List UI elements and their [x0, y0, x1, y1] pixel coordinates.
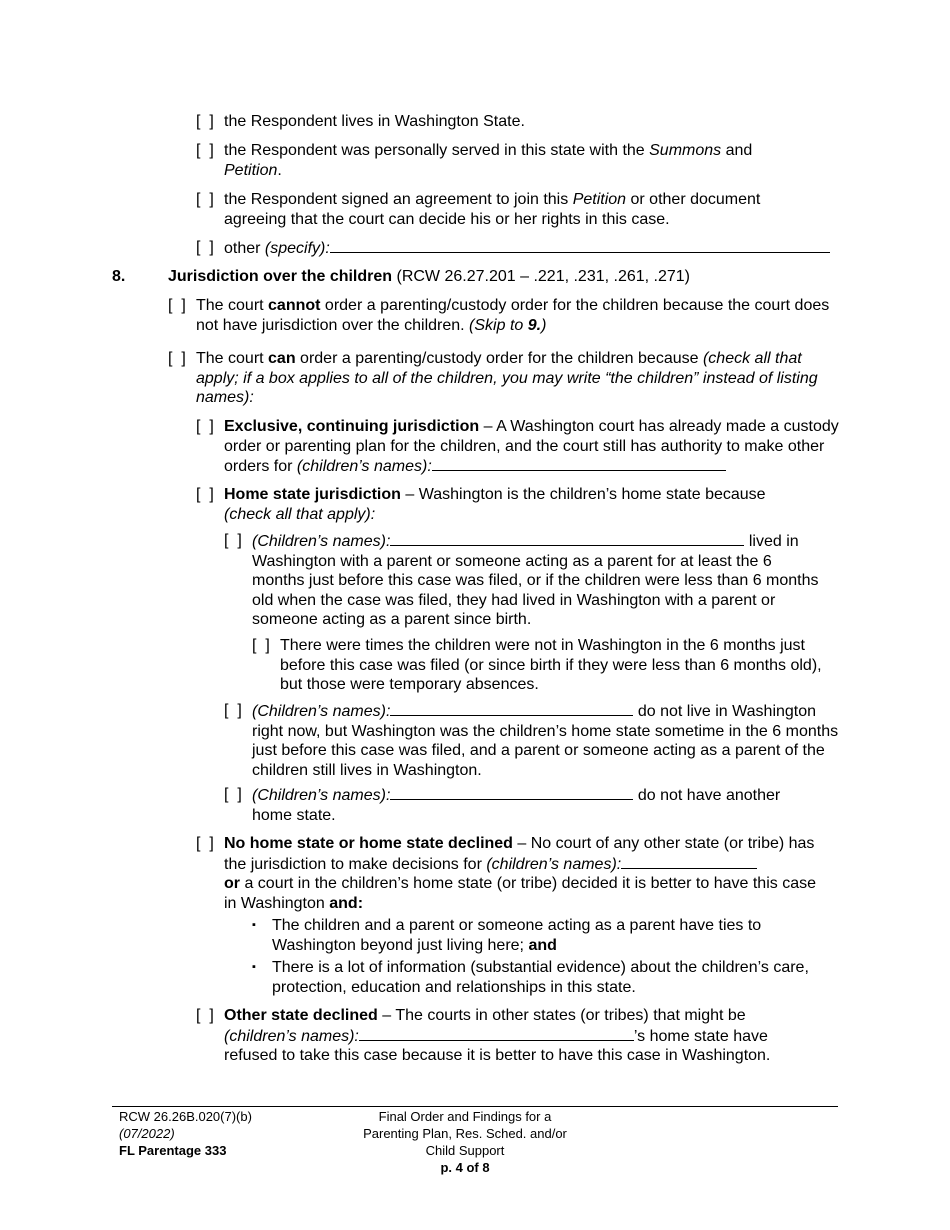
item-text: The children and a parent or someone acting as a parent have ties to Washington beyond just living here; and	[272, 917, 762, 954]
checkbox[interactable]: [ ]	[168, 297, 186, 314]
checkbox[interactable]: [ ]	[196, 835, 214, 852]
names-line[interactable]	[390, 701, 633, 716]
item-text: No home state or home state declined – No court of any other state (or tribe) has the jurisdiction to make decisions for (children’s names): or a court in the children’s home state (or tribe) decided it is better to have this case in Washington and:	[224, 835, 816, 912]
checkbox[interactable]: [ ]	[196, 486, 214, 503]
checkbox[interactable]: [ ]	[224, 786, 242, 803]
item-text: (Children’s names): lived in Washington with a parent or someone acting as a parent for at least the 6 months just before this case was filed, or if the children were less than 6 months old when the case was filed, they had lived in Washington with a parent or someone acting as a parent since birth.	[252, 533, 819, 629]
item-text: (Children’s names): do not live in Washington right now, but Washington was the children’s home state sometime in the 6 months just before this case was filed, and a parent or someone acting as a parent of the children still lives in Washington.	[252, 703, 839, 779]
checkbox[interactable]: [ ]	[196, 418, 214, 435]
checkbox-item-home-lived	[224, 531, 824, 630]
item-text: The court can order a parenting/custody order for the children because (check all that apply; if a box applies to all of the children, you may write “the children” instead of listing names):	[196, 350, 818, 407]
item-text: other (specify):	[224, 238, 841, 259]
checkbox[interactable]: [ ]	[196, 191, 214, 208]
checkbox-item-other-state-declined	[196, 1006, 836, 1066]
specify-line[interactable]	[330, 238, 830, 253]
checkbox[interactable]: [ ]	[224, 702, 242, 719]
item-text: There is a lot of information (substantial evidence) about the children’s care, protection, education and relationships in this state.	[272, 959, 809, 996]
checkbox-item-respondent-lives	[196, 112, 846, 132]
checkbox[interactable]: [ ]	[196, 239, 214, 256]
item-text: There were times the children were not in Washington in the 6 months just before this case was filed (or since birth if they were less than 6 months old), but those were temporary absences.	[280, 637, 822, 694]
checkbox-item-cannot	[168, 296, 838, 335]
checkbox-item-exclusive-jurisdiction	[196, 417, 841, 477]
names-line[interactable]	[432, 456, 726, 471]
item-text: the Respondent signed an agreement to join this Petition or other document agreeing that the court can decide his or her rights in this case.	[224, 191, 761, 228]
names-line[interactable]	[390, 785, 633, 800]
footer-title-3: Child Support	[425, 1143, 505, 1158]
names-line[interactable]	[621, 854, 757, 869]
bullet-icon: ▪	[252, 961, 256, 973]
footer-date: (07/2022)	[119, 1126, 175, 1141]
footer-title-2: Parenting Plan, Res. Sched. and/or	[363, 1126, 567, 1141]
checkbox[interactable]: [ ]	[168, 350, 186, 367]
item-text: (Children’s names): do not have another home state.	[252, 787, 781, 824]
footer-title-1: Final Order and Findings for a	[378, 1109, 552, 1124]
footer-left	[119, 1108, 252, 1159]
checkbox-item-not-live-now	[224, 701, 844, 780]
footer-rcw: RCW 26.26B.020(7)(b)	[119, 1109, 252, 1124]
footer-page: p. 4 of 8	[440, 1160, 490, 1175]
names-line[interactable]	[390, 531, 744, 546]
bullet-item-ties	[252, 916, 792, 955]
checkbox[interactable]: [ ]	[196, 1007, 214, 1024]
checkbox-item-home-state	[196, 485, 826, 524]
names-line[interactable]	[359, 1026, 634, 1041]
footer-rule	[112, 1106, 838, 1107]
footer-center	[330, 1108, 600, 1176]
item-text: Home state jurisdiction – Washington is the children’s home state because (check all that apply):	[224, 486, 766, 523]
section-number: 8.	[112, 268, 126, 285]
item-text: The court cannot order a parenting/custody order for the children because the court does not have jurisdiction over the children. (Skip to 9.)	[196, 297, 830, 334]
section-title: Jurisdiction over the children (RCW 26.27.201 – .221, .231, .261, .271)	[168, 268, 691, 285]
checkbox[interactable]: [ ]	[196, 142, 214, 159]
checkbox-item-other	[196, 238, 841, 259]
bullet-icon: ▪	[252, 919, 256, 931]
checkbox[interactable]: [ ]	[252, 637, 270, 654]
item-text: the Respondent lives in Washington State.	[224, 113, 525, 130]
item-text: Exclusive, continuing jurisdiction – A Washington court has already made a custody order or parenting plan for the children, and the court still has authority to make other orders for (children’s names):	[224, 418, 839, 476]
item-text: the Respondent was personally served in this state with the Summons and Petition.	[224, 142, 753, 179]
checkbox-item-personally-served	[196, 141, 846, 180]
footer-form: FL Parentage 333	[119, 1143, 227, 1158]
checkbox[interactable]: [ ]	[196, 113, 214, 130]
checkbox-item-no-home-state	[196, 834, 826, 913]
checkbox[interactable]: [ ]	[224, 532, 242, 549]
checkbox-item-can	[168, 349, 838, 408]
bullet-item-evidence	[252, 958, 842, 997]
item-text: Other state declined – The courts in other states (or tribes) that might be (children’s names): ’s home state have refused to take this case because it is better to have this case in Washington.	[224, 1007, 771, 1065]
checkbox-item-no-other-home	[224, 785, 824, 825]
checkbox-item-signed-agreement	[196, 190, 816, 229]
checkbox-item-temporary-absences	[252, 636, 822, 695]
